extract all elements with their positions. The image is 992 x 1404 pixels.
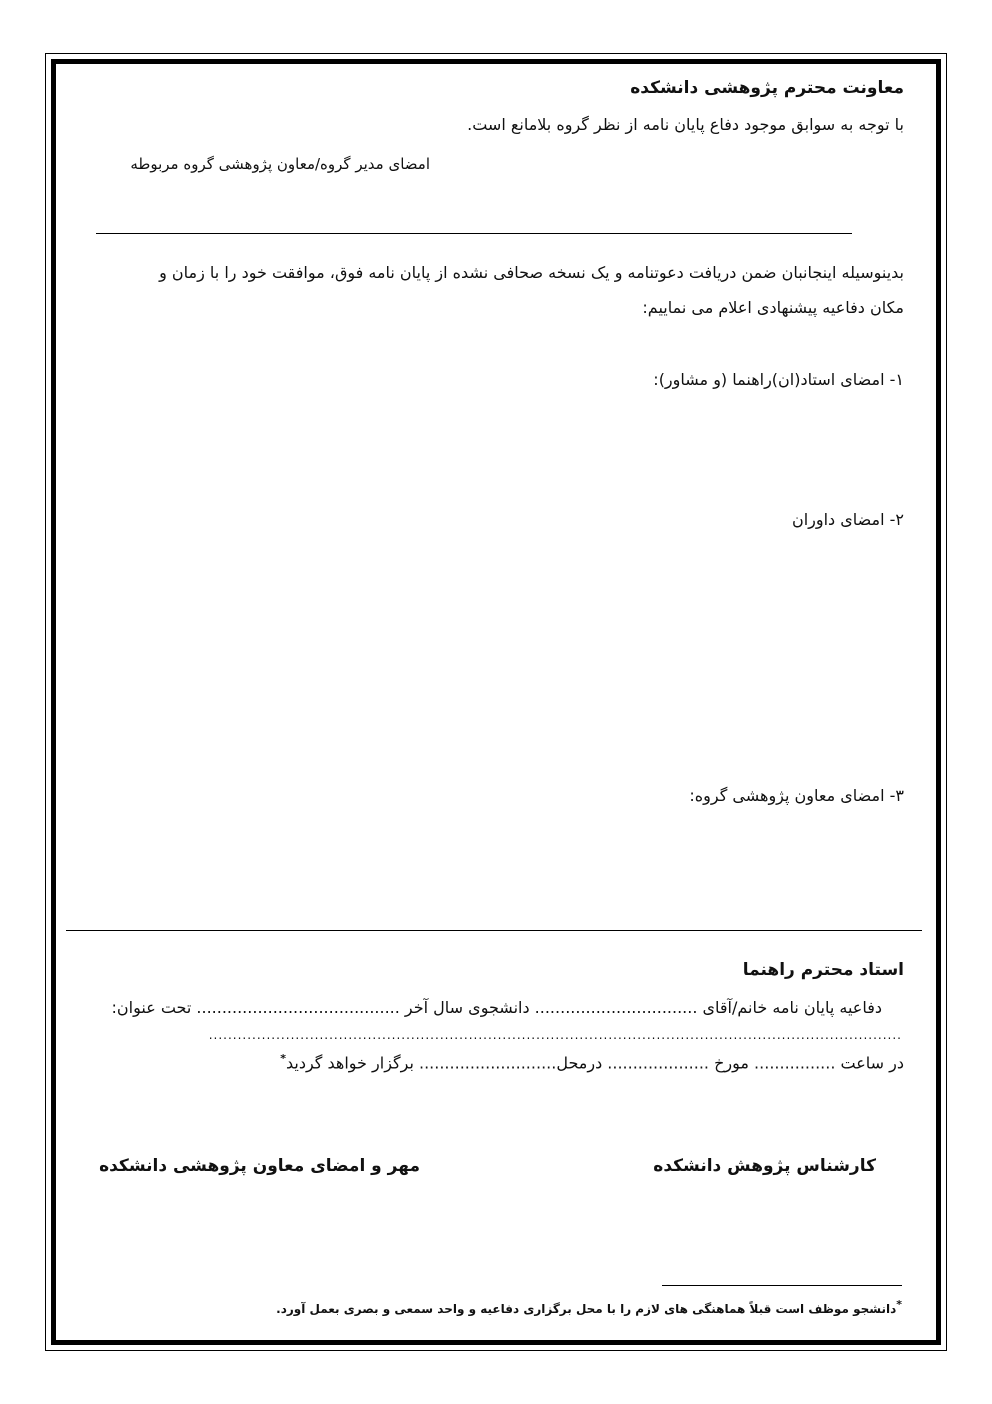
research-expert-label: کارشناس پژوهش دانشکده [653, 1156, 876, 1176]
footnote-marker: * [280, 1052, 286, 1065]
footnote-text: دانشجو موظف است قبلاً هماهنگی های لازم را با محل برگزاری دفاعیه و واحد سمعی و بصری بعمل آورد. [276, 1302, 897, 1316]
defense-time-place-line [280, 1052, 904, 1072]
section-divider [66, 930, 922, 931]
group-signature-label: امضای مدیر گروه/معاون پژوهشی گروه مربوطه [130, 155, 430, 173]
footnote [276, 1298, 902, 1316]
title-dotted-line: ................................................................................................................................................ [208, 1028, 902, 1042]
footnote-star: * [896, 1298, 902, 1311]
referees-signature-label: ۲- امضای داوران [791, 510, 904, 529]
faculty-deputy-stamp-label: مهر و امضای معاون پژوهشی دانشکده [99, 1156, 420, 1176]
section1-heading: معاونت محترم پژوهشی دانشکده [630, 78, 904, 98]
section3-heading: استاد محترم راهنما [742, 960, 904, 980]
advisor-signature-label: ۱- امضای استاد(ان)راهنما (و مشاور): [653, 370, 904, 389]
section1-approval-text: با توجه به سوابق موجود دفاع پایان نامه از نظر گروه بلامانع است. [467, 115, 904, 134]
defense-time-place-text: در ساعت ................ مورخ .................... درمحل........................... برگزار خواهد گردید [285, 1053, 904, 1073]
agreement-paragraph-line2: مکان دفاعیه پیشنهادی اعلام می نماییم: [642, 298, 904, 317]
agreement-paragraph-line1: بدینوسیله اینجانبان ضمن دریافت دعوتنامه و یک نسخه صحافی نشده از پایان نامه فوق، موافقت خود را با زمان و [159, 263, 904, 282]
signature-line [96, 233, 852, 234]
defense-info-line: دفاعیه پایان نامه خانم/آقای ................................ دانشجوی سال آخر ........................................ تحت عنوان: [111, 998, 882, 1017]
page-border-inner [51, 59, 941, 1345]
group-deputy-signature-label: ۳- امضای معاون پژوهشی گروه: [689, 786, 904, 805]
footnote-rule [662, 1285, 902, 1286]
